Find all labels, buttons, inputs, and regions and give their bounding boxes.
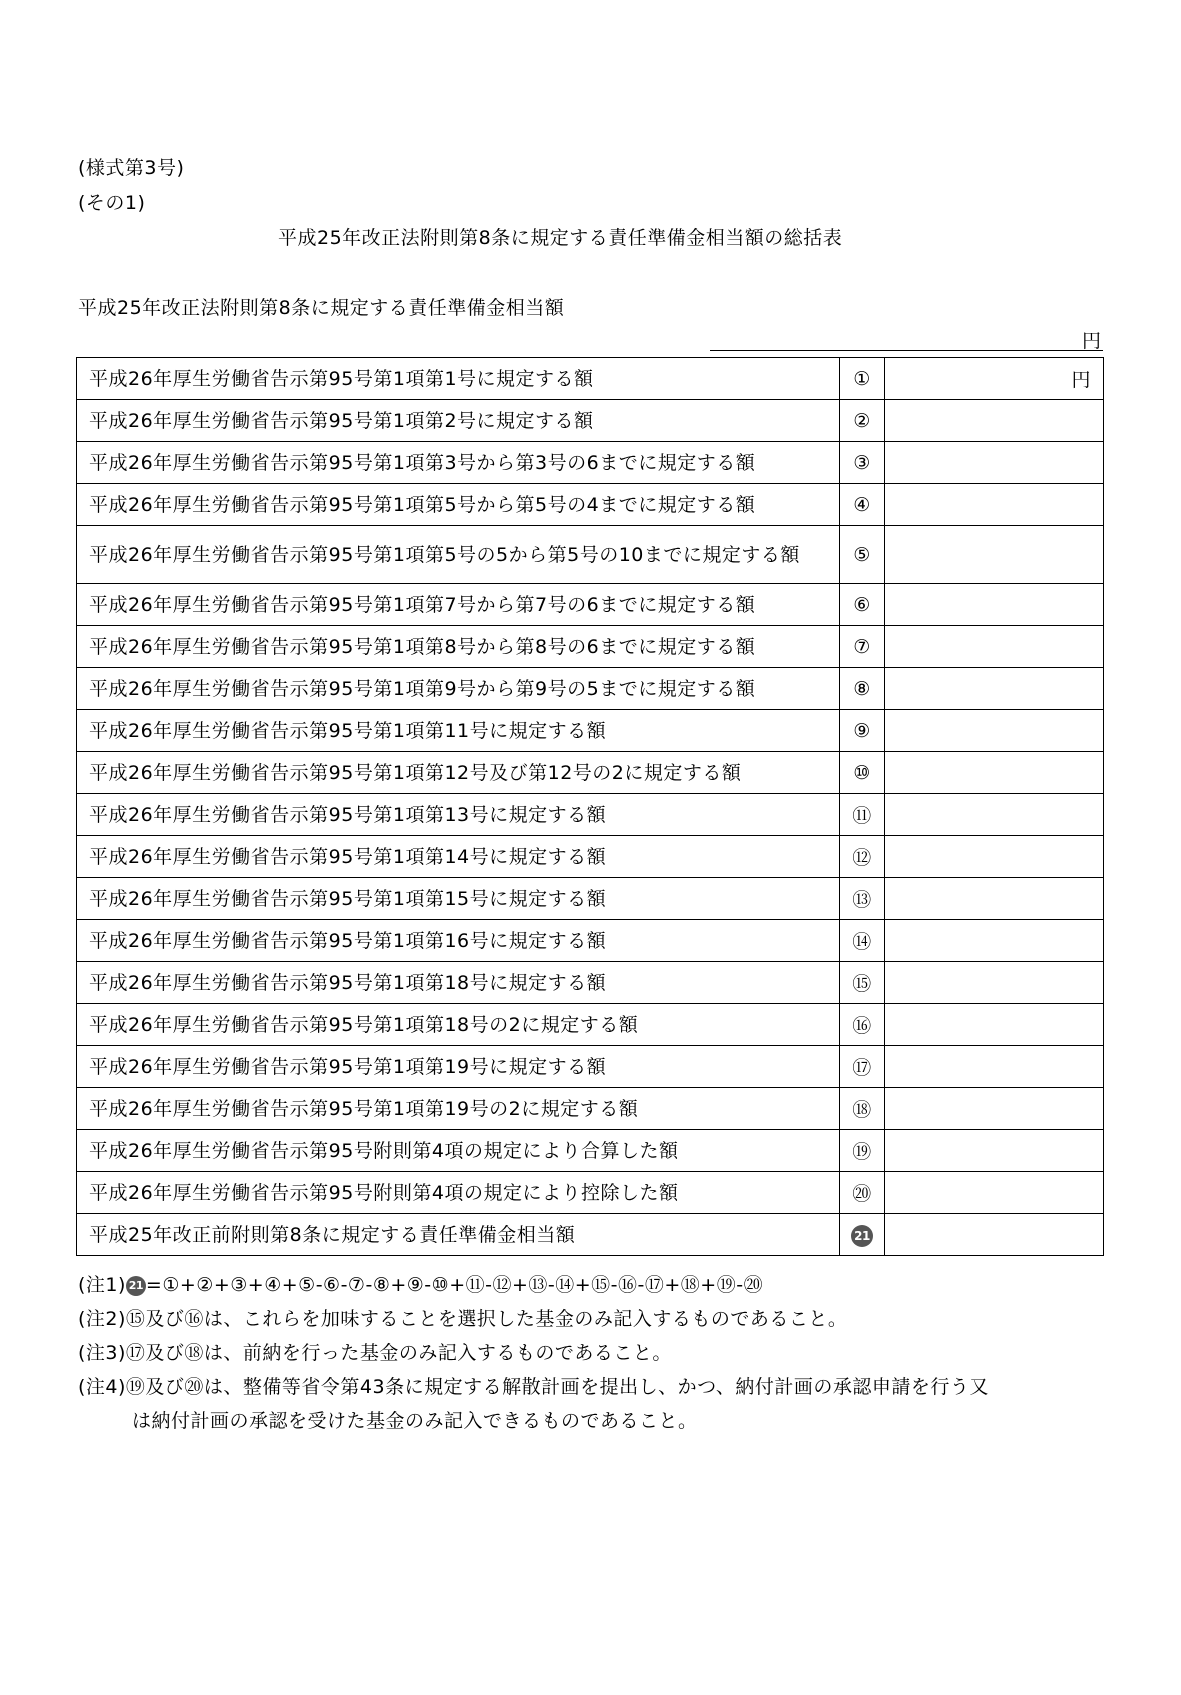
table-row [77, 400, 1104, 442]
note-3: (注3)⑰及び⑱は、前納を行った基金のみ記入するものであること。 [78, 1342, 672, 1364]
row-description: 平成26年厚生労働省告示第95号第1項第8号から第8号の6までに規定する額 [77, 626, 840, 668]
note-4-line-1: (注4)⑲及び⑳は、整備等省令第43条に規定する解散計画を提出し、かつ、納付計画の承認申請を行う又 [78, 1376, 989, 1398]
note-4-line-2: は納付計画の承認を受けた基金のみ記入できるものであること。 [132, 1410, 698, 1432]
amount-cell[interactable] [885, 484, 1104, 526]
row-description: 平成26年厚生労働省告示第95号第1項第18号に規定する額 [77, 962, 840, 1004]
amount-cell[interactable] [885, 1172, 1104, 1214]
amount-cell[interactable] [885, 1088, 1104, 1130]
row-number: ⑥ [840, 584, 885, 626]
row-description: 平成26年厚生労働省告示第95号第1項第9号から第9号の5までに規定する額 [77, 668, 840, 710]
row-number: ④ [840, 484, 885, 526]
amount-cell[interactable] [885, 920, 1104, 962]
amount-cell[interactable]: 円 [885, 358, 1104, 400]
row-description: 平成25年改正前附則第8条に規定する責任準備金相当額 [77, 1214, 840, 1256]
document-title: 平成25年改正法附則第8条に規定する責任準備金相当額の総括表 [278, 227, 843, 249]
table-row [77, 878, 1104, 920]
summary-table [76, 357, 1104, 1256]
amount-cell[interactable] [885, 442, 1104, 484]
row-description: 平成26年厚生労働省告示第95号第1項第19号に規定する額 [77, 1046, 840, 1088]
row-description: 平成26年厚生労働省告示第95号第1項第15号に規定する額 [77, 878, 840, 920]
row-number: ⑯ [840, 1004, 885, 1046]
amount-cell[interactable] [885, 710, 1104, 752]
amount-cell[interactable] [885, 836, 1104, 878]
note-1 [78, 1268, 1108, 1302]
row-description: 平成26年厚生労働省告示第95号第1項第7号から第7号の6までに規定する額 [77, 584, 840, 626]
row-number: ⑭ [840, 920, 885, 962]
row-number: ⑧ [840, 668, 885, 710]
row-description: 平成26年厚生労働省告示第95号第1項第3号から第3号の6までに規定する額 [77, 442, 840, 484]
row-number: ⑮ [840, 962, 885, 1004]
table-row [77, 358, 1104, 400]
row-description: 平成26年厚生労働省告示第95号第1項第19号の2に規定する額 [77, 1088, 840, 1130]
table-row [77, 668, 1104, 710]
table-row [77, 442, 1104, 484]
total-amount-label: 平成25年改正法附則第8条に規定する責任準備金相当額 [78, 297, 565, 319]
amount-cell[interactable] [885, 962, 1104, 1004]
row-number: ⑩ [840, 752, 885, 794]
sub-number: (その1) [78, 192, 146, 214]
note-1-formula: =①+②+③+④+⑤-⑥-⑦-⑧+⑨-⑩+⑪-⑫+⑬-⑭+⑮-⑯-⑰+⑱+⑲-⑳ [145, 1274, 764, 1296]
table-row [77, 710, 1104, 752]
table-row [77, 962, 1104, 1004]
circled-21-icon: 21 [851, 1225, 873, 1247]
row-number: ⑬ [840, 878, 885, 920]
total-amount-field[interactable] [710, 350, 1103, 351]
table-row [77, 584, 1104, 626]
row-number: ⑪ [840, 794, 885, 836]
row-number: ⑦ [840, 626, 885, 668]
row-description: 平成26年厚生労働省告示第95号附則第4項の規定により合算した額 [77, 1130, 840, 1172]
table-row [77, 626, 1104, 668]
row-number: ① [840, 358, 885, 400]
row-description: 平成26年厚生労働省告示第95号附則第4項の規定により控除した額 [77, 1172, 840, 1214]
form-number: (様式第3号) [78, 157, 185, 179]
table-row [77, 920, 1104, 962]
row-number: ⑱ [840, 1088, 885, 1130]
row-description: 平成26年厚生労働省告示第95号第1項第5号から第5号の4までに規定する額 [77, 484, 840, 526]
row-description: 平成26年厚生労働省告示第95号第1項第2号に規定する額 [77, 400, 840, 442]
table-row [77, 1214, 1104, 1256]
amount-cell[interactable] [885, 1214, 1104, 1256]
row-description: 平成26年厚生労働省告示第95号第1項第16号に規定する額 [77, 920, 840, 962]
amount-cell[interactable] [885, 668, 1104, 710]
table-row [77, 1004, 1104, 1046]
row-number: ⑳ [840, 1172, 885, 1214]
notes-section [78, 1268, 1108, 1438]
amount-cell[interactable] [885, 400, 1104, 442]
table-row [77, 1088, 1104, 1130]
table-row [77, 1172, 1104, 1214]
note-2: (注2)⑮及び⑯は、これらを加味することを選択した基金のみ記入するものであること。 [78, 1308, 848, 1330]
amount-cell[interactable] [885, 794, 1104, 836]
row-description: 平成26年厚生労働省告示第95号第1項第5号の5から第5号の10までに規定する額 [77, 526, 840, 584]
row-number: ② [840, 400, 885, 442]
row-number: ⑨ [840, 710, 885, 752]
row-number: ③ [840, 442, 885, 484]
table-row [77, 836, 1104, 878]
note-1-prefix: (注1) [78, 1274, 126, 1296]
row-description: 平成26年厚生労働省告示第95号第1項第1号に規定する額 [77, 358, 840, 400]
amount-cell[interactable] [885, 626, 1104, 668]
amount-cell[interactable] [885, 584, 1104, 626]
row-description: 平成26年厚生労働省告示第95号第1項第12号及び第12号の2に規定する額 [77, 752, 840, 794]
row-number: ⑲ [840, 1130, 885, 1172]
amount-cell[interactable] [885, 752, 1104, 794]
amount-cell[interactable] [885, 1130, 1104, 1172]
row-number [840, 1214, 885, 1256]
row-description: 平成26年厚生労働省告示第95号第1項第14号に規定する額 [77, 836, 840, 878]
row-number: ⑰ [840, 1046, 885, 1088]
row-description: 平成26年厚生労働省告示第95号第1項第11号に規定する額 [77, 710, 840, 752]
amount-cell[interactable] [885, 878, 1104, 920]
table-row [77, 1130, 1104, 1172]
amount-cell[interactable] [885, 1046, 1104, 1088]
row-description: 平成26年厚生労働省告示第95号第1項第18号の2に規定する額 [77, 1004, 840, 1046]
table-row [77, 752, 1104, 794]
table-row [77, 526, 1104, 584]
amount-cell[interactable] [885, 526, 1104, 584]
table-row [77, 484, 1104, 526]
table-row [77, 794, 1104, 836]
circled-21-icon: 21 [126, 1276, 146, 1296]
row-number: ⑤ [840, 526, 885, 584]
row-description: 平成26年厚生労働省告示第95号第1項第13号に規定する額 [77, 794, 840, 836]
row-number: ⑫ [840, 836, 885, 878]
table-row [77, 1046, 1104, 1088]
amount-cell[interactable] [885, 1004, 1104, 1046]
total-amount-unit: 円 [1082, 330, 1102, 352]
